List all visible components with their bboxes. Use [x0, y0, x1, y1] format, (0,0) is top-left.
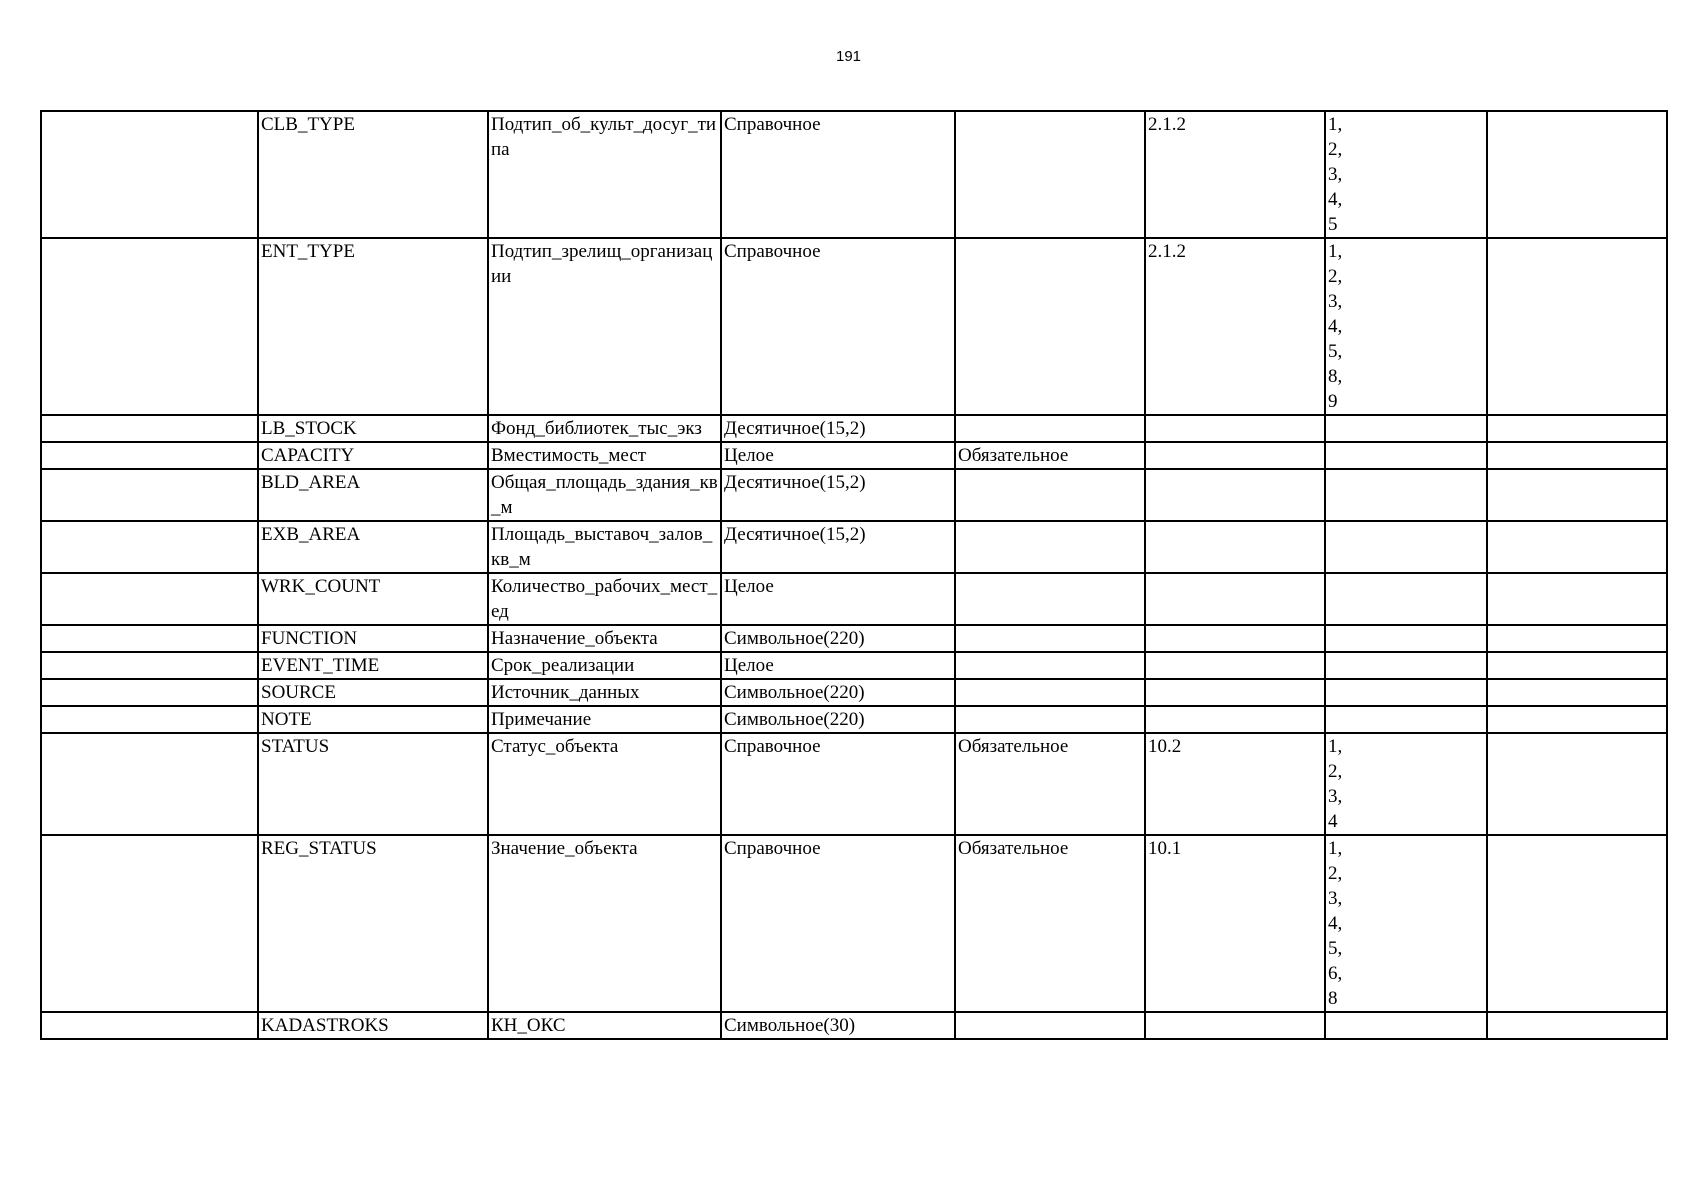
allowed-values-cell: 1, 2, 3, 4 [1325, 733, 1487, 835]
table-row [41, 652, 1667, 679]
required-cell [955, 652, 1145, 679]
allowed-values-cell [1325, 679, 1487, 706]
attribute-table [40, 110, 1668, 1040]
required-cell [955, 679, 1145, 706]
field-name-cell: Срок_реализации [488, 652, 721, 679]
field-code-cell: REG_STATUS [258, 835, 488, 1012]
row-extra-cell [1487, 573, 1667, 625]
row-blank-cell [41, 573, 258, 625]
row-extra-cell [1487, 111, 1667, 238]
row-extra-cell [1487, 625, 1667, 652]
field-type-cell: Символьное(220) [721, 625, 955, 652]
allowed-values-cell [1325, 706, 1487, 733]
field-type-cell: Справочное [721, 111, 955, 238]
field-type-cell: Десятичное(15,2) [721, 415, 955, 442]
reference-cell [1145, 652, 1325, 679]
row-blank-cell [41, 1012, 258, 1039]
field-type-cell: Целое [721, 573, 955, 625]
row-blank-cell [41, 521, 258, 573]
row-extra-cell [1487, 442, 1667, 469]
required-cell [955, 706, 1145, 733]
row-extra-cell [1487, 679, 1667, 706]
field-code-cell: SOURCE [258, 679, 488, 706]
field-type-cell: Справочное [721, 238, 955, 415]
field-code-cell: STATUS [258, 733, 488, 835]
field-name-cell: КН_ОКС [488, 1012, 721, 1039]
field-name-cell: Примечание [488, 706, 721, 733]
required-cell: Обязательное [955, 835, 1145, 1012]
field-type-cell: Целое [721, 442, 955, 469]
field-code-cell: EVENT_TIME [258, 652, 488, 679]
reference-cell: 2.1.2 [1145, 111, 1325, 238]
field-code-cell: ENT_TYPE [258, 238, 488, 415]
field-name-cell: Общая_площадь_здания_кв_м [488, 469, 721, 521]
field-code-cell: WRK_COUNT [258, 573, 488, 625]
reference-cell [1145, 521, 1325, 573]
row-blank-cell [41, 835, 258, 1012]
field-type-cell: Целое [721, 652, 955, 679]
field-name-cell: Фонд_библиотек_тыс_экз [488, 415, 721, 442]
page-number: 191 [835, 48, 862, 65]
row-extra-cell [1487, 1012, 1667, 1039]
row-extra-cell [1487, 733, 1667, 835]
table-row [41, 625, 1667, 652]
reference-cell [1145, 415, 1325, 442]
row-extra-cell [1487, 238, 1667, 415]
field-code-cell: KADASTROKS [258, 1012, 488, 1039]
field-type-cell: Десятичное(15,2) [721, 521, 955, 573]
table-row [41, 521, 1667, 573]
field-name-cell: Подтип_зрелищ_организации [488, 238, 721, 415]
reference-cell [1145, 706, 1325, 733]
field-code-cell: CAPACITY [258, 442, 488, 469]
row-blank-cell [41, 625, 258, 652]
reference-cell: 10.1 [1145, 835, 1325, 1012]
allowed-values-cell [1325, 1012, 1487, 1039]
field-code-cell: FUNCTION [258, 625, 488, 652]
reference-cell [1145, 469, 1325, 521]
reference-cell [1145, 442, 1325, 469]
field-type-cell: Десятичное(15,2) [721, 469, 955, 521]
allowed-values-cell [1325, 469, 1487, 521]
row-blank-cell [41, 111, 258, 238]
allowed-values-cell [1325, 573, 1487, 625]
reference-cell: 2.1.2 [1145, 238, 1325, 415]
field-name-cell: Подтип_об_культ_досуг_типа [488, 111, 721, 238]
allowed-values-cell [1325, 415, 1487, 442]
table-row [41, 835, 1667, 1012]
table-body [41, 111, 1667, 1039]
row-extra-cell [1487, 706, 1667, 733]
field-type-cell: Символьное(220) [721, 679, 955, 706]
field-code-cell: EXB_AREA [258, 521, 488, 573]
table-row [41, 238, 1667, 415]
required-cell: Обязательное [955, 733, 1145, 835]
row-extra-cell [1487, 521, 1667, 573]
required-cell [955, 1012, 1145, 1039]
field-name-cell: Назначение_объекта [488, 625, 721, 652]
row-extra-cell [1487, 469, 1667, 521]
field-type-cell: Справочное [721, 733, 955, 835]
table-row [41, 415, 1667, 442]
table-row [41, 573, 1667, 625]
required-cell [955, 111, 1145, 238]
required-cell [955, 415, 1145, 442]
reference-cell [1145, 1012, 1325, 1039]
row-blank-cell [41, 469, 258, 521]
row-extra-cell [1487, 835, 1667, 1012]
field-code-cell: CLB_TYPE [258, 111, 488, 238]
table-row [41, 679, 1667, 706]
field-name-cell: Источник_данных [488, 679, 721, 706]
allowed-values-cell [1325, 652, 1487, 679]
field-name-cell: Количество_рабочих_мест_ед [488, 573, 721, 625]
allowed-values-cell [1325, 442, 1487, 469]
field-name-cell: Значение_объекта [488, 835, 721, 1012]
allowed-values-cell: 1, 2, 3, 4, 5, 8, 9 [1325, 238, 1487, 415]
field-name-cell: Вместимость_мест [488, 442, 721, 469]
field-code-cell: LB_STOCK [258, 415, 488, 442]
required-cell: Обязательное [955, 442, 1145, 469]
row-blank-cell [41, 415, 258, 442]
row-blank-cell [41, 652, 258, 679]
row-extra-cell [1487, 415, 1667, 442]
table-row [41, 1012, 1667, 1039]
field-type-cell: Символьное(30) [721, 1012, 955, 1039]
table-row [41, 442, 1667, 469]
allowed-values-cell [1325, 625, 1487, 652]
field-type-cell: Символьное(220) [721, 706, 955, 733]
field-name-cell: Статус_объекта [488, 733, 721, 835]
table-row [41, 733, 1667, 835]
reference-cell [1145, 625, 1325, 652]
allowed-values-cell: 1, 2, 3, 4, 5 [1325, 111, 1487, 238]
row-blank-cell [41, 679, 258, 706]
required-cell [955, 573, 1145, 625]
row-blank-cell [41, 442, 258, 469]
required-cell [955, 238, 1145, 415]
table-row [41, 111, 1667, 238]
field-code-cell: NOTE [258, 706, 488, 733]
row-blank-cell [41, 238, 258, 415]
reference-cell [1145, 679, 1325, 706]
required-cell [955, 521, 1145, 573]
allowed-values-cell [1325, 521, 1487, 573]
field-code-cell: BLD_AREA [258, 469, 488, 521]
field-type-cell: Справочное [721, 835, 955, 1012]
reference-cell [1145, 573, 1325, 625]
field-name-cell: Площадь_выставоч_залов_кв_м [488, 521, 721, 573]
required-cell [955, 625, 1145, 652]
table-row [41, 469, 1667, 521]
row-extra-cell [1487, 652, 1667, 679]
table-row [41, 706, 1667, 733]
row-blank-cell [41, 706, 258, 733]
reference-cell: 10.2 [1145, 733, 1325, 835]
row-blank-cell [41, 733, 258, 835]
allowed-values-cell: 1, 2, 3, 4, 5, 6, 8 [1325, 835, 1487, 1012]
required-cell [955, 469, 1145, 521]
